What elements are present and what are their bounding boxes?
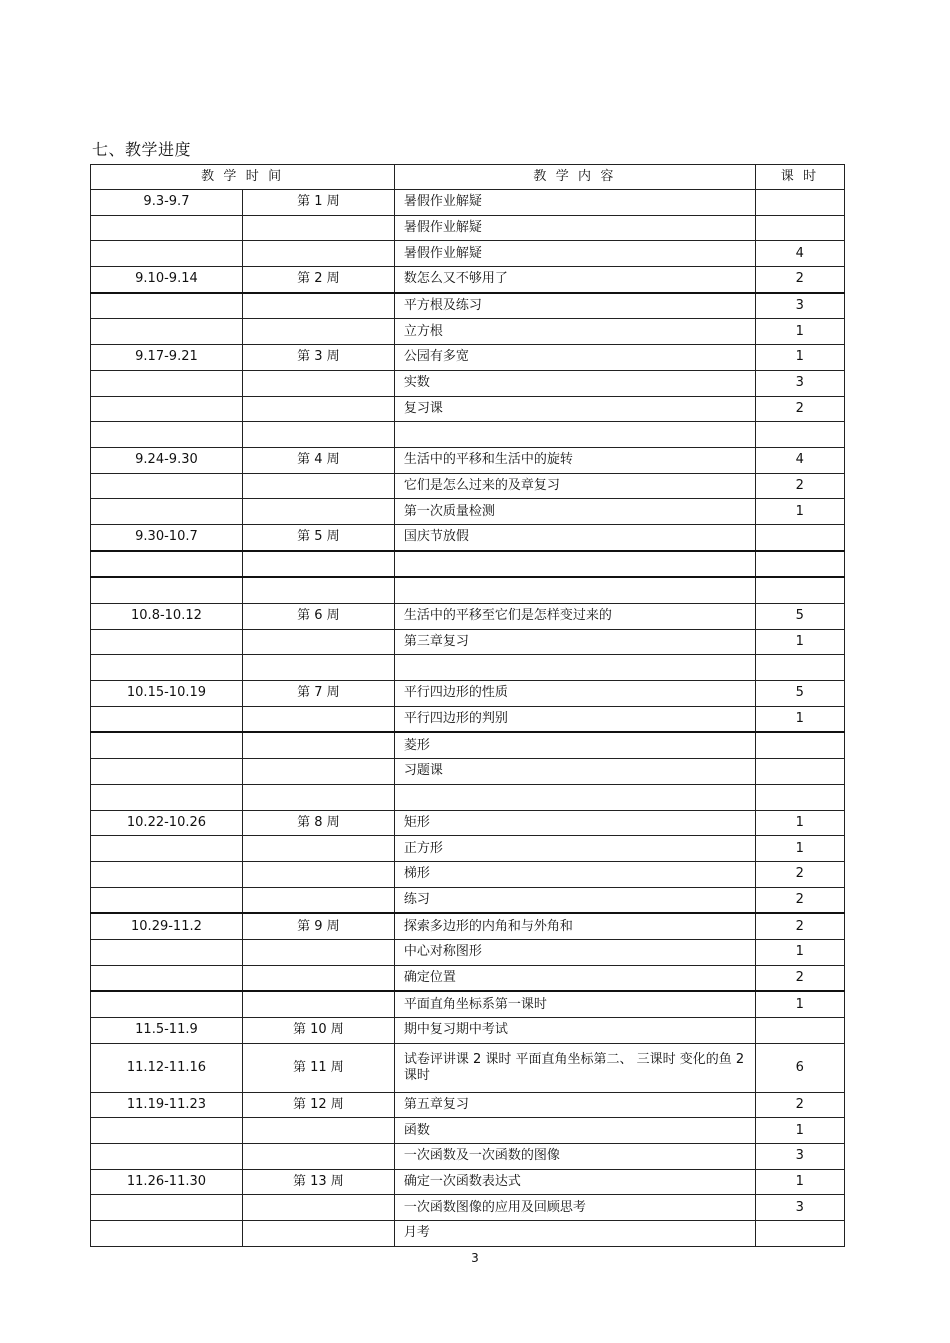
cell-hours xyxy=(755,1018,844,1044)
cell-date: 11.5-11.9 xyxy=(91,1018,243,1044)
table-row xyxy=(91,524,845,550)
table-row xyxy=(91,604,845,630)
table-row xyxy=(91,913,845,939)
cell-content: 确定位置 xyxy=(394,965,755,991)
cell-hours xyxy=(755,759,844,785)
page-number: 3 xyxy=(471,1251,479,1265)
table-header-row xyxy=(91,165,845,190)
cell-week: 第 6 周 xyxy=(242,604,394,630)
cell-date: 9.3-9.7 xyxy=(91,190,243,216)
cell-date xyxy=(91,1195,243,1221)
header-hours: 课 时 xyxy=(755,165,844,190)
cell-week xyxy=(242,422,394,448)
table-row xyxy=(91,190,845,216)
cell-date xyxy=(91,706,243,732)
cell-date xyxy=(91,784,243,810)
cell-week xyxy=(242,706,394,732)
cell-content: 立方根 xyxy=(394,319,755,345)
table-row xyxy=(91,1221,845,1247)
cell-hours: 2 xyxy=(755,267,844,293)
cell-content: 暑假作业解疑 xyxy=(394,215,755,241)
table-row xyxy=(91,473,845,499)
table-row xyxy=(91,447,845,473)
cell-date xyxy=(91,319,243,345)
cell-hours: 1 xyxy=(755,345,844,371)
cell-date: 9.17-9.21 xyxy=(91,345,243,371)
cell-date xyxy=(91,422,243,448)
cell-hours: 2 xyxy=(755,473,844,499)
cell-content: 它们是怎么过来的及章复习 xyxy=(394,473,755,499)
cell-week xyxy=(242,861,394,887)
cell-date xyxy=(91,241,243,267)
cell-hours: 4 xyxy=(755,447,844,473)
cell-week xyxy=(242,965,394,991)
cell-content: 第五章复习 xyxy=(394,1092,755,1118)
cell-week xyxy=(242,1221,394,1247)
cell-content: 练习 xyxy=(394,887,755,913)
cell-hours: 6 xyxy=(755,1043,844,1092)
cell-date xyxy=(91,396,243,422)
cell-content: 生活中的平移至它们是怎样变过来的 xyxy=(394,604,755,630)
table-row xyxy=(91,319,845,345)
table-row xyxy=(91,370,845,396)
table-row xyxy=(91,836,845,862)
cell-week xyxy=(242,629,394,655)
cell-date: 10.22-10.26 xyxy=(91,810,243,836)
table-row xyxy=(91,293,845,319)
cell-hours: 5 xyxy=(755,604,844,630)
table-row xyxy=(91,759,845,785)
table-row xyxy=(91,1043,845,1092)
cell-hours: 2 xyxy=(755,396,844,422)
cell-week: 第 3 周 xyxy=(242,345,394,371)
cell-week xyxy=(242,655,394,681)
table-row xyxy=(91,345,845,371)
schedule-body xyxy=(91,190,845,1247)
cell-content: 一次函数及一次函数的图像 xyxy=(394,1144,755,1170)
cell-week xyxy=(242,473,394,499)
cell-content: 习题课 xyxy=(394,759,755,785)
table-row xyxy=(91,706,845,732)
cell-content: 平方根及练习 xyxy=(394,293,755,319)
cell-week xyxy=(242,1144,394,1170)
cell-content: 复习课 xyxy=(394,396,755,422)
table-row xyxy=(91,732,845,758)
table-row xyxy=(91,499,845,525)
cell-content: 探索多边形的内角和与外角和 xyxy=(394,913,755,939)
table-row xyxy=(91,1018,845,1044)
cell-hours: 4 xyxy=(755,241,844,267)
cell-content: 平行四边形的判别 xyxy=(394,706,755,732)
cell-week xyxy=(242,759,394,785)
cell-hours xyxy=(755,784,844,810)
table-row xyxy=(91,655,845,681)
cell-content: 梯形 xyxy=(394,861,755,887)
cell-week xyxy=(242,499,394,525)
cell-week xyxy=(242,939,394,965)
cell-hours: 3 xyxy=(755,1195,844,1221)
cell-week xyxy=(242,887,394,913)
cell-hours xyxy=(755,422,844,448)
cell-hours: 1 xyxy=(755,836,844,862)
cell-hours: 5 xyxy=(755,681,844,707)
cell-week xyxy=(242,241,394,267)
cell-date xyxy=(91,655,243,681)
cell-hours: 2 xyxy=(755,1092,844,1118)
cell-date xyxy=(91,732,243,758)
cell-content: 数怎么又不够用了 xyxy=(394,267,755,293)
cell-hours: 3 xyxy=(755,1144,844,1170)
cell-content: 平行四边形的性质 xyxy=(394,681,755,707)
cell-content: 暑假作业解疑 xyxy=(394,190,755,216)
schedule-table xyxy=(90,164,845,1247)
cell-hours: 1 xyxy=(755,939,844,965)
cell-content: 实数 xyxy=(394,370,755,396)
header-content: 教 学 内 容 xyxy=(394,165,755,190)
cell-week: 第 10 周 xyxy=(242,1018,394,1044)
cell-date: 10.8-10.12 xyxy=(91,604,243,630)
table-row xyxy=(91,1144,845,1170)
cell-content: 正方形 xyxy=(394,836,755,862)
cell-content: 确定一次函数表达式 xyxy=(394,1169,755,1195)
cell-date: 11.19-11.23 xyxy=(91,1092,243,1118)
cell-hours: 2 xyxy=(755,965,844,991)
cell-content xyxy=(394,577,755,603)
table-row xyxy=(91,1092,845,1118)
cell-content: 菱形 xyxy=(394,732,755,758)
cell-content: 国庆节放假 xyxy=(394,524,755,550)
cell-content: 函数 xyxy=(394,1118,755,1144)
cell-hours xyxy=(755,1221,844,1247)
cell-content xyxy=(394,422,755,448)
cell-week xyxy=(242,215,394,241)
cell-hours: 3 xyxy=(755,293,844,319)
table-row xyxy=(91,991,845,1017)
cell-content: 平面直角坐标系第一课时 xyxy=(394,991,755,1017)
cell-date: 11.26-11.30 xyxy=(91,1169,243,1195)
cell-week xyxy=(242,577,394,603)
cell-date: 10.15-10.19 xyxy=(91,681,243,707)
table-row xyxy=(91,887,845,913)
cell-date xyxy=(91,293,243,319)
table-row xyxy=(91,629,845,655)
cell-content: 试卷评讲课 2 课时 平面直角坐标第二、 三课时 变化的鱼 2 课时 xyxy=(394,1043,755,1092)
cell-week xyxy=(242,293,394,319)
cell-date xyxy=(91,473,243,499)
cell-date xyxy=(91,370,243,396)
cell-week: 第 4 周 xyxy=(242,447,394,473)
cell-content: 暑假作业解疑 xyxy=(394,241,755,267)
cell-hours: 1 xyxy=(755,1169,844,1195)
table-row xyxy=(91,267,845,293)
cell-date: 9.24-9.30 xyxy=(91,447,243,473)
cell-date xyxy=(91,1118,243,1144)
cell-week xyxy=(242,836,394,862)
cell-date: 10.29-11.2 xyxy=(91,913,243,939)
cell-hours xyxy=(755,655,844,681)
cell-content: 生活中的平移和生活中的旋转 xyxy=(394,447,755,473)
table-row xyxy=(91,396,845,422)
cell-content: 第三章复习 xyxy=(394,629,755,655)
cell-date xyxy=(91,836,243,862)
cell-week: 第 7 周 xyxy=(242,681,394,707)
cell-week: 第 8 周 xyxy=(242,810,394,836)
cell-week xyxy=(242,370,394,396)
cell-date: 11.12-11.16 xyxy=(91,1043,243,1092)
table-row xyxy=(91,810,845,836)
cell-hours: 3 xyxy=(755,370,844,396)
cell-week: 第 13 周 xyxy=(242,1169,394,1195)
cell-week: 第 11 周 xyxy=(242,1043,394,1092)
header-time: 教 学 时 间 xyxy=(91,165,395,190)
table-row xyxy=(91,939,845,965)
cell-week: 第 9 周 xyxy=(242,913,394,939)
cell-content: 矩形 xyxy=(394,810,755,836)
cell-week xyxy=(242,732,394,758)
cell-date xyxy=(91,991,243,1017)
cell-hours: 1 xyxy=(755,810,844,836)
cell-week xyxy=(242,1195,394,1221)
cell-date xyxy=(91,861,243,887)
cell-date xyxy=(91,215,243,241)
cell-hours: 1 xyxy=(755,319,844,345)
cell-week: 第 12 周 xyxy=(242,1092,394,1118)
cell-date xyxy=(91,1221,243,1247)
table-row xyxy=(91,1169,845,1195)
cell-date: 9.10-9.14 xyxy=(91,267,243,293)
cell-date: 9.30-10.7 xyxy=(91,524,243,550)
cell-week: 第 2 周 xyxy=(242,267,394,293)
table-row xyxy=(91,422,845,448)
cell-week xyxy=(242,319,394,345)
cell-week xyxy=(242,551,394,578)
cell-hours: 1 xyxy=(755,706,844,732)
cell-date xyxy=(91,577,243,603)
table-row xyxy=(91,1118,845,1144)
cell-date xyxy=(91,887,243,913)
section-title: 七、教学进度 xyxy=(92,140,192,159)
table-row xyxy=(91,784,845,810)
cell-hours xyxy=(755,732,844,758)
cell-content: 期中复习期中考试 xyxy=(394,1018,755,1044)
cell-date xyxy=(91,965,243,991)
cell-date xyxy=(91,1144,243,1170)
cell-content xyxy=(394,784,755,810)
cell-content xyxy=(394,551,755,578)
cell-hours xyxy=(755,215,844,241)
cell-hours xyxy=(755,551,844,578)
cell-hours xyxy=(755,524,844,550)
cell-content xyxy=(394,655,755,681)
cell-date xyxy=(91,499,243,525)
table-row xyxy=(91,215,845,241)
cell-content: 月考 xyxy=(394,1221,755,1247)
cell-content: 中心对称图形 xyxy=(394,939,755,965)
cell-hours: 1 xyxy=(755,499,844,525)
cell-hours xyxy=(755,577,844,603)
cell-content: 一次函数图像的应用及回顾思考 xyxy=(394,1195,755,1221)
cell-hours xyxy=(755,190,844,216)
cell-week xyxy=(242,396,394,422)
cell-hours: 2 xyxy=(755,913,844,939)
table-row xyxy=(91,241,845,267)
cell-content: 公园有多宽 xyxy=(394,345,755,371)
cell-week xyxy=(242,991,394,1017)
cell-hours: 1 xyxy=(755,991,844,1017)
cell-date xyxy=(91,759,243,785)
table-row xyxy=(91,1195,845,1221)
table-row xyxy=(91,551,845,578)
cell-date xyxy=(91,629,243,655)
cell-hours: 2 xyxy=(755,887,844,913)
table-row xyxy=(91,577,845,603)
cell-week xyxy=(242,1118,394,1144)
table-row xyxy=(91,681,845,707)
cell-week xyxy=(242,784,394,810)
cell-week: 第 5 周 xyxy=(242,524,394,550)
cell-date xyxy=(91,939,243,965)
cell-week: 第 1 周 xyxy=(242,190,394,216)
cell-hours: 2 xyxy=(755,861,844,887)
cell-hours: 1 xyxy=(755,1118,844,1144)
cell-content: 第一次质量检测 xyxy=(394,499,755,525)
table-row xyxy=(91,861,845,887)
table-row xyxy=(91,965,845,991)
cell-date xyxy=(91,551,243,578)
cell-hours: 1 xyxy=(755,629,844,655)
